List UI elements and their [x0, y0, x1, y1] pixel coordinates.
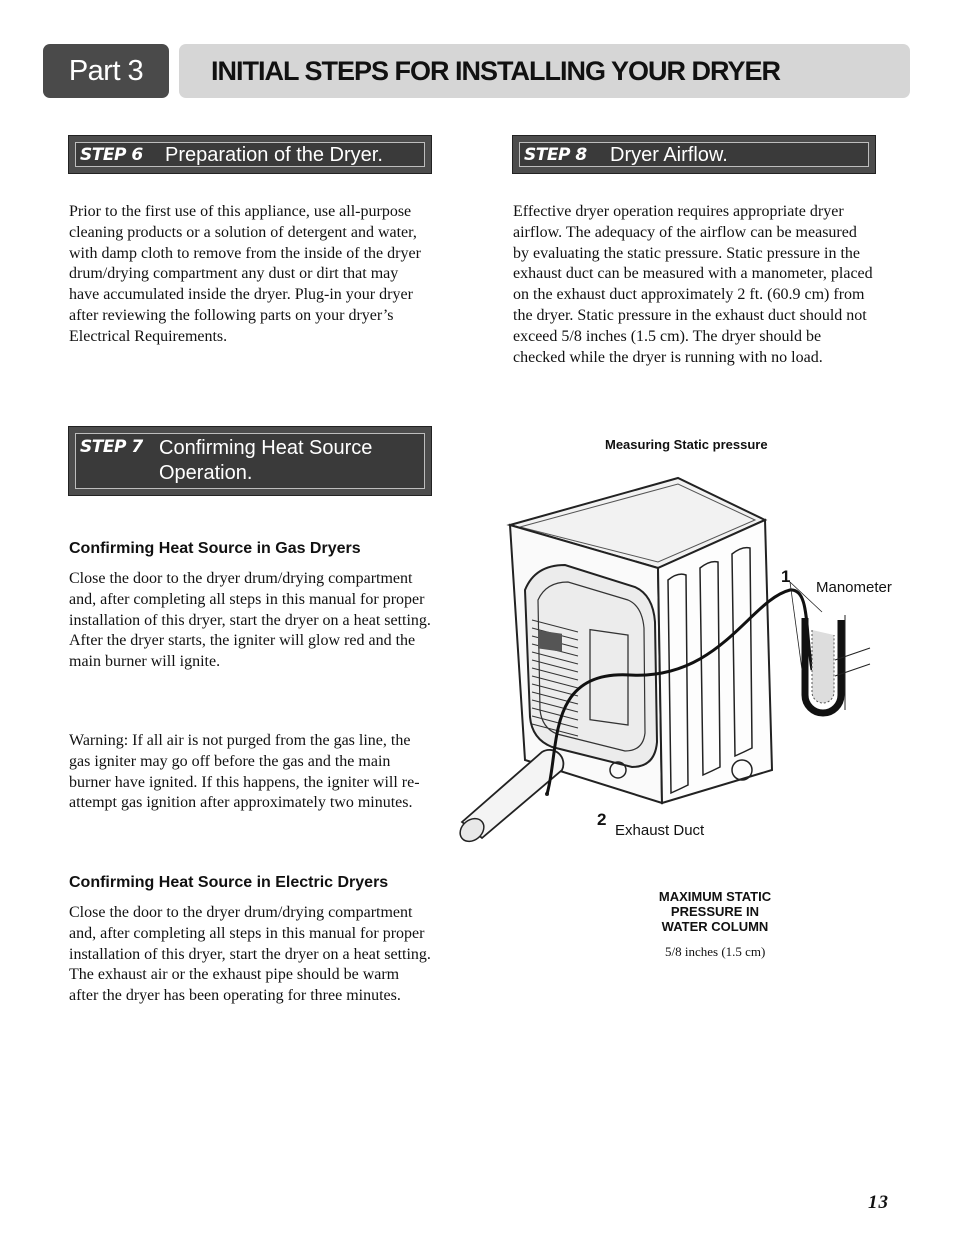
dryer-static-pressure-illustration: [450, 470, 910, 850]
electric-dryers-heading: Confirming Heat Source in Electric Dryers: [69, 874, 389, 891]
electric-dryers-body: Close the door to the dryer drum/drying compartment and, after completing all steps in this manual for proper installation of this dryer, start the dryer on a heat setting. The exhaust air or the exhaust pipe should be warm after the dryer has been operating for three minutes.: [69, 904, 431, 1005]
gas-dryers-body: Close the door to the dryer drum/drying compartment and, after completing all steps in this manual for proper installation of this dryer, start the dryer on a heat setting. After the dryer starts, the igniter will glow red and the main burner will ignite.: [69, 570, 431, 671]
step8-label: STEP 8: [524, 145, 587, 165]
page-title: INITIAL STEPS FOR INSTALLING YOUR DRYER: [211, 56, 781, 86]
callout-1-number: 1: [781, 567, 791, 586]
step8-title: Dryer Airflow.: [610, 144, 728, 166]
gas-dryers-heading: Confirming Heat Source in Gas Dryers: [69, 540, 361, 557]
step8-body: Effective dryer operation requires appropriate dryer airflow. The adequacy of the airflow can be measured by evaluating the static pressure. Static pressure in the exhaust duct can be measured with a manometer, placed on the exhaust duct approximately 2 ft. (60.9 cm) from the dryer. Static pressure in the exhaust duct should not exceed 5/8 inches (1.5 cm). The dryer should be checked while the dryer is running with no load.: [513, 203, 873, 366]
callout-2-label: Exhaust Duct: [615, 822, 705, 839]
step6-body: Prior to the first use of this appliance, use all-purpose cleaning products or a solution of detergent and water, with damp cloth to remove from the inside of the dryer drum/drying compartment any dust or dirt that may have accumulated inside the dryer. Plug-in your dryer after reviewing the following parts on your dryer’s Electrical Requirements.: [69, 203, 421, 345]
page-title-bar: [179, 44, 910, 98]
gas-warning: Warning: If all air is not purged from the gas line, the gas igniter may go off before the gas and the main burner have ignited. If this happens, the igniter will re-attempt gas ignition after approximately two minutes.: [69, 732, 420, 812]
figure-caption: Measuring Static pressure: [605, 437, 768, 452]
max-static-heading: [620, 889, 810, 934]
step7-title-line2: Operation.: [159, 462, 253, 484]
max-static-value: 5/8 inches (1.5 cm): [665, 944, 766, 959]
step7-title-line1: Confirming Heat Source: [159, 437, 373, 459]
max-static-line1: MAXIMUM STATIC: [658, 889, 772, 904]
step7-label: STEP 7: [80, 437, 143, 457]
step8-header: [512, 135, 876, 174]
step6-label: STEP 6: [80, 145, 143, 165]
page-number: 13: [868, 1192, 889, 1213]
step6-title: Preparation of the Dryer.: [165, 144, 383, 166]
part-tab: Part 3: [43, 44, 169, 98]
step6-header: [68, 135, 432, 174]
max-static-line3: WATER COLUMN: [661, 919, 769, 934]
step7-header: [68, 426, 432, 496]
callout-2-number: 2: [597, 810, 607, 829]
callout-1-label: Manometer: [816, 579, 892, 596]
max-static-line2: PRESSURE IN: [670, 904, 760, 919]
